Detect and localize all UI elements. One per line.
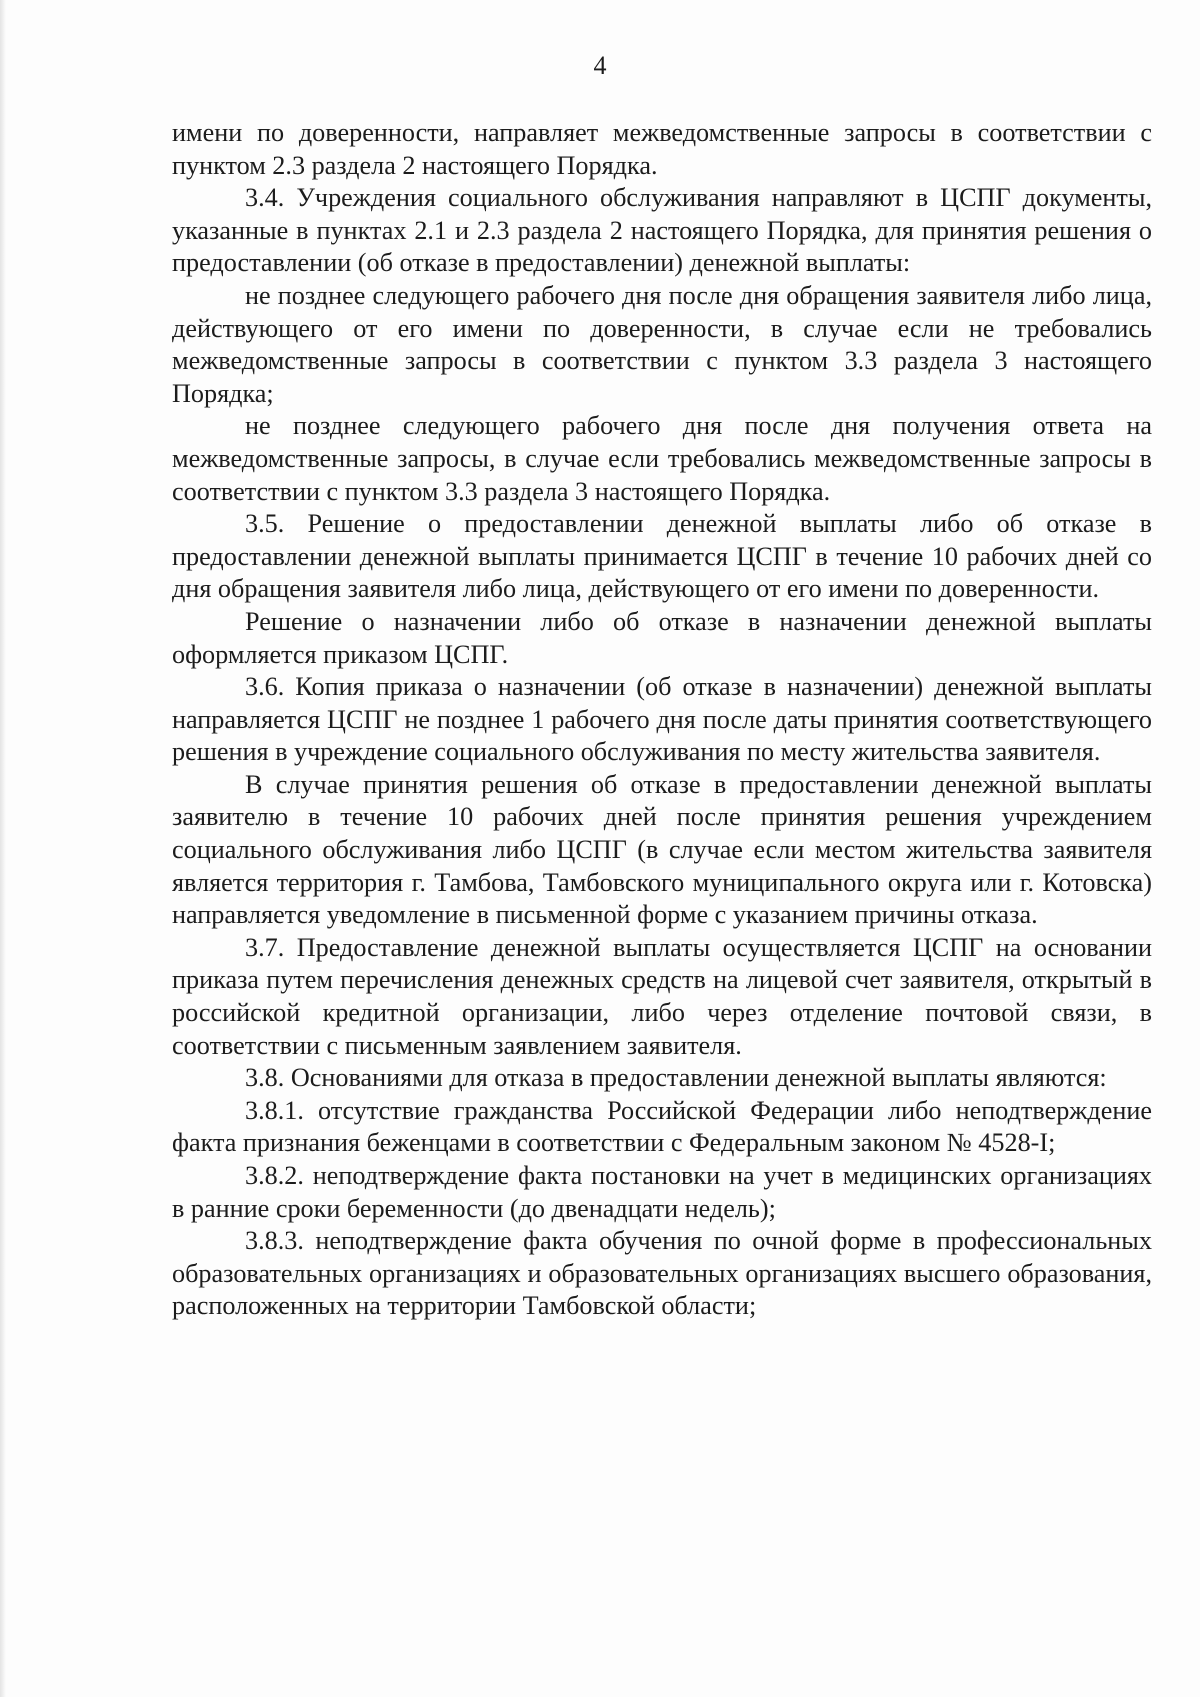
paragraph-3-7: 3.7. Предоставление денежной выплаты осуществляется ЦСПГ на основании приказа путем перечисления денежных средств на лицевой счет заявителя, открытый в российской кредитной организации, либо через отделение почтовой связи, в соответствии с письменным заявлением заявителя.: [172, 932, 1152, 1060]
paragraph-3-4-term-2: не позднее следующего рабочего дня после дня получения ответа на межведомственные запросы, в случае если требовались межведомственные запросы в соответствии с пунктом 3.3 раздела 3 настоящего Порядка.: [172, 411, 1152, 506]
paragraph-3-8-1: 3.8.1. отсутствие гражданства Российской Федерации либо неподтверждение факта признания беженцами в соответствии с Федеральным законом № 4528-I;: [172, 1095, 1152, 1158]
document-body: [172, 117, 1152, 1323]
paragraph-3-8-2: 3.8.2. неподтверждение факта постановки на учет в медицинских организациях в ранние сроки беременности (до двенадцати недель);: [172, 1161, 1152, 1223]
paragraph-3-4: 3.4. Учреждения социального обслуживания направляют в ЦСПГ документы, указанные в пунктах 2.1 и 2.3 раздела 2 настоящего Порядка, для принятия решения о предоставлении (об отказе в предоставлении) денежной выплаты:: [172, 183, 1152, 278]
scan-edge-shadow: [0, 0, 6, 1697]
paragraph-3-8: 3.8. Основаниями для отказа в предоставлении денежной выплаты являются:: [245, 1063, 1107, 1093]
paragraph-3-8-3: 3.8.3. неподтверждение факта обучения по очной форме в профессиональных образовательных организациях и образовательных организациях высшего образования, расположенных на территории Тамбовской области;: [172, 1226, 1152, 1321]
page-number: 4: [593, 51, 607, 80]
paragraph-3-5-decision: Решение о назначении либо об отказе в назначении денежной выплаты оформляется приказом ЦСПГ.: [172, 606, 1152, 669]
paragraph-3-5: 3.5. Решение о предоставлении денежной выплаты либо об отказе в предоставлении денежной выплаты принимается ЦСПГ в течение 10 рабочих дней со дня обращения заявителя либо лица, действующего от его имени по доверенности.: [172, 509, 1152, 604]
paragraph-3-4-term-1: не позднее следующего рабочего дня после дня обращения заявителя либо лица, действующего от его имени по доверенности, в случае если не требовались межведомственные запросы в соответствии с пунктом 3.3 раздела 3 настоящего Порядка;: [172, 280, 1152, 408]
paragraph-3-6-refusal: В случае принятия решения об отказе в предоставлении денежной выплаты заявителю в течение 10 рабочих дней после принятия решения учреждением социального обслуживания либо ЦСПГ (в случае если местом жительства заявителя является территория г. Тамбова, Тамбовского муниципального округа или г. Котовска) направляется уведомление в письменной форме с указанием причины отказа.: [172, 769, 1152, 930]
paragraph-3-6: 3.6. Копия приказа о назначении (об отказе в назначении) денежной выплаты направляется ЦСПГ не позднее 1 рабочего дня после даты принятия соответствующего решения в учреждение социального обслуживания по месту жительства заявителя.: [172, 672, 1152, 767]
paragraph-continuation: имени по доверенности, направляет межведомственные запросы в соответствии с пунктом 2.3 раздела 2 настоящего Порядка.: [172, 118, 1152, 180]
